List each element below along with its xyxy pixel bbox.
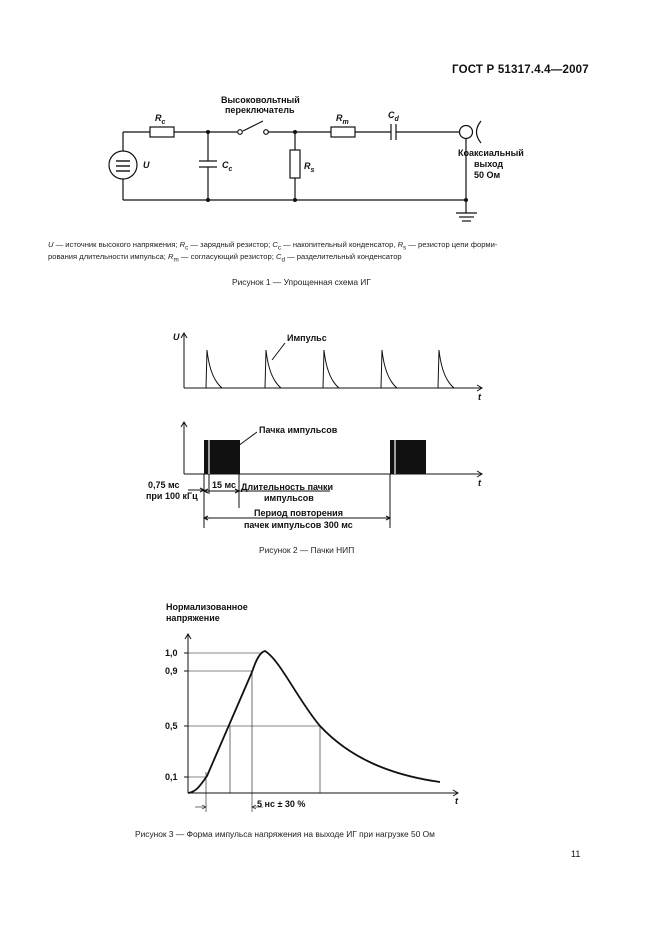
switch-label-2: переключатель [225, 105, 295, 115]
fig2-left-annot-2: при 100 кГц [146, 491, 198, 501]
figure1-legend-line1: U — источник высокого напряжения; $R_c$ — зарядный резистор; $C_c$ — накопительный конденсатор, $R_s$ — резистор цепи форми- [48, 240, 498, 252]
burst-2 [390, 440, 426, 474]
rm-label: $R_m$ [336, 113, 349, 126]
cd-label: $C_d$ [388, 110, 399, 123]
fig3-tick-0-5: 0,5 [165, 721, 178, 731]
switch-label-1: Высоковольтный [221, 95, 300, 105]
output-label-3: 50 Ом [474, 170, 501, 180]
figure2-caption: Рисунок 2 — Пачки НИП [259, 545, 355, 555]
fig2-t-axis-top: t [478, 392, 481, 402]
pulse-curve [188, 651, 440, 793]
cc-label: $C_c$ [222, 160, 233, 173]
fig3-t-axis: t [455, 796, 458, 806]
rc-resistor [150, 127, 174, 137]
fig3-rise-annot: 5 нс ± 30 % [257, 799, 306, 809]
fig2-period-2: пачек импульсов 300 мс [244, 520, 353, 530]
burst-1 [204, 440, 240, 474]
fig2-u-axis: U [173, 332, 180, 342]
figure1-caption: Рисунок 1 — Упрощенная схема ИГ [232, 277, 371, 287]
fig2-t-axis-bottom: t [478, 478, 481, 488]
fig3-y-title-2: напряжение [166, 613, 220, 623]
fig2-burst-duration-1: Длительность пачки [241, 482, 334, 492]
output-label-2: выход [474, 159, 504, 169]
page-number: 11 [571, 849, 581, 859]
fig2-pulse-label: Импульс [287, 333, 327, 343]
fig2-burst-duration-value: 15 мс [212, 480, 237, 490]
figure1-legend-line2: рования длительности импульса; $R_m$ — согласующий резистор; $C_d$ — разделительный конденсатор [48, 252, 402, 264]
fig3-tick-0-9: 0,9 [165, 666, 178, 676]
rs-label: $R_s$ [304, 161, 315, 174]
output-label-1: Коаксиальный [458, 148, 524, 158]
fig2-left-annot-1: 0,75 мс [148, 480, 180, 490]
fig2-burst-label: Пачка импульсов [259, 425, 338, 435]
fig3-y-title-1: Нормализованное [166, 602, 248, 612]
fig2-period-1: Период повторения [254, 508, 343, 518]
rc-label: $R_c$ [155, 113, 166, 126]
fig2-burst-duration-2: импульсов [264, 493, 314, 503]
u-label: U [143, 160, 150, 170]
standard-code: ГОСТ Р 51317.4.4—2007 [452, 64, 589, 76]
rm-resistor [331, 127, 355, 137]
figure3-caption: Рисунок 3 — Форма импульса напряжения на выходе ИГ при нагрузке 50 Ом [135, 829, 435, 839]
fig3-tick-1-0: 1,0 [165, 648, 178, 658]
rs-resistor [290, 150, 300, 178]
fig3-tick-0-1: 0,1 [165, 772, 178, 782]
